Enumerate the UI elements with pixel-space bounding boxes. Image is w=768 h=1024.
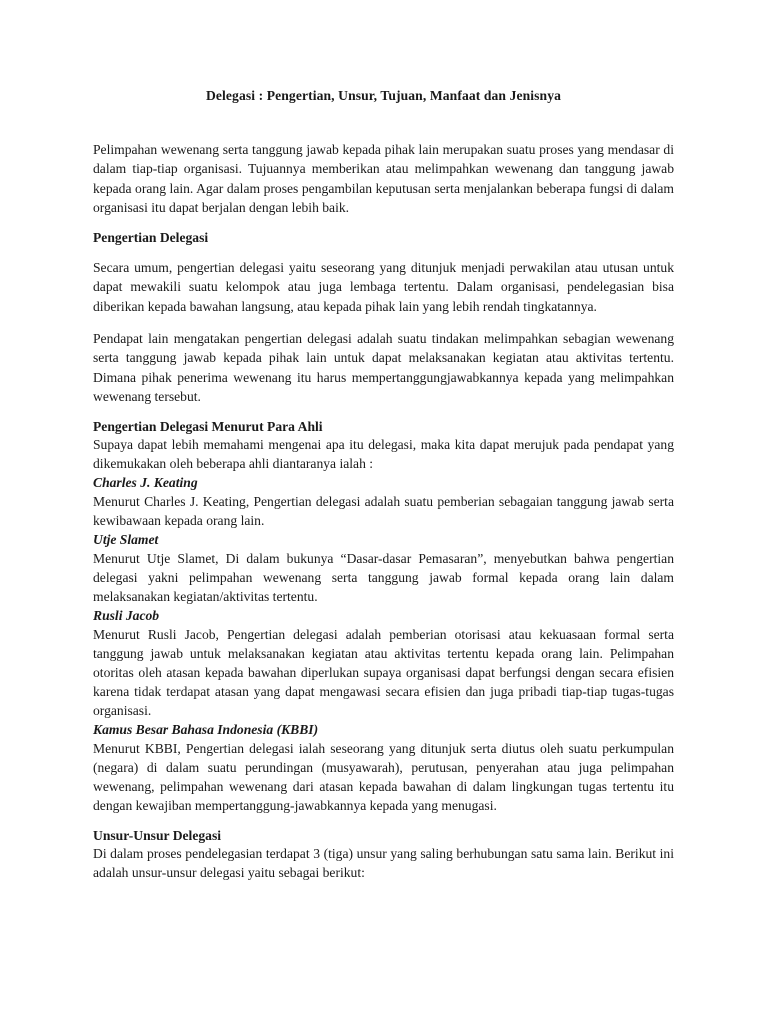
expert-text: Menurut Rusli Jacob, Pengertian delegasi adalah pemberian otorisasi atau kekuasaan formal serta tanggung jawab untuk melaksanakan kegiatan atau aktivitas tertentu kepada orang lain. Pelimpahan otoritas oleh atasan kepada bawahan diperlukan supaya organisasi dapat berfungsi dengan secara efisien karena tidak terdapat atasan yang dapat mengawasi secara efisien dan juga pribadi tiap-tiap tugas-tugas organisasi. <box>93 627 674 719</box>
expert-name: Kamus Besar Bahasa Indonesia (KBBI) <box>93 722 319 738</box>
section-heading-para-ahli: Pengertian Delegasi Menurut Para Ahli <box>93 419 323 435</box>
expert-text: Menurut Utje Slamet, Di dalam bukunya “Dasar-dasar Pemasaran”, menyebutkan bahwa pengertian delegasi yakni pelimpahan wewenang serta tanggung jawab formal kepada orang lain dalam melaksanakan kegiatan/aktivitas tertentu. <box>93 551 674 605</box>
section-heading-pengertian: Pengertian Delegasi <box>93 230 209 246</box>
section-heading-unsur: Unsur-Unsur Delegasi <box>93 828 222 844</box>
unsur-paragraph: Di dalam proses pendelegasian terdapat 3 (tiga) unsur yang saling berhubungan satu sama lain. Berikut ini adalah unsur-unsur delegasi yaitu sebagai berikut: <box>93 846 674 881</box>
pengertian-paragraph-1: Secara umum, pengertian delegasi yaitu seseorang yang ditunjuk menjadi perwakilan atau utusan untuk dapat mewakili suatu kelompok atau juga lembaga tertentu. Dalam organisasi, pendelegasian bisa diberikan kepada bawahan langsung, atau kepada pihak lain yang lebih rendah tingkatannya. <box>93 260 674 314</box>
experts-section <box>93 419 674 815</box>
expert-name: Utje Slamet <box>93 532 159 548</box>
expert-text: Menurut KBBI, Pengertian delegasi ialah seseorang yang ditunjuk serta diutus oleh suatu perkumpulan (negara) di dalam suatu perundingan (musyawarah), perutusan, penyerahan atau juga pelimpahan wewenang, pelimpahan wewenang dari atasan kepada bawahan di dalam lingkungan tugas tertentu itu dengan kewajiban mempertanggung-jawabkannya kepada yang menugasi. <box>93 741 674 814</box>
para-ahli-intro: Supaya dapat lebih memahami mengenai apa itu delegasi, maka kita dapat merujuk pada pendapat yang dikemukakan oleh beberapa ahli diantaranya ialah : <box>93 437 674 472</box>
unsur-section <box>93 828 674 882</box>
expert-text: Menurut Charles J. Keating, Pengertian delegasi adalah suatu pemberian sebagaian tanggung jawab serta kewibawaan kepada orang lain. <box>93 494 674 529</box>
intro-paragraph: Pelimpahan wewenang serta tanggung jawab kepada pihak lain merupakan suatu proses yang mendasar di dalam tiap-tiap organisasi. Tujuannya memberikan atau melimpahkan wewenang dan tanggung jawab kepada orang lain. Agar dalam proses pengambilan keputusan serta menjalankan beberapa fungsi di dalam organisasi itu dapat berjalan dengan lebih baik. <box>93 142 674 215</box>
document-title: Delegasi : Pengertian, Unsur, Tujuan, Manfaat dan Jenisnya <box>205 88 561 103</box>
expert-name: Charles J. Keating <box>93 475 198 491</box>
pengertian-paragraph-2: Pendapat lain mengatakan pengertian delegasi adalah suatu tindakan melimpahkan sebagian wewenang serta tanggung jawab kepada pihak lain untuk dapat melaksanakan kegiatan atau aktivitas tertentu. Dimana pihak penerima wewenang itu harus mempertanggungjawabkannya kepada yang melimpahkan wewenang tersebut. <box>93 331 674 404</box>
expert-name: Rusli Jacob <box>93 608 160 624</box>
